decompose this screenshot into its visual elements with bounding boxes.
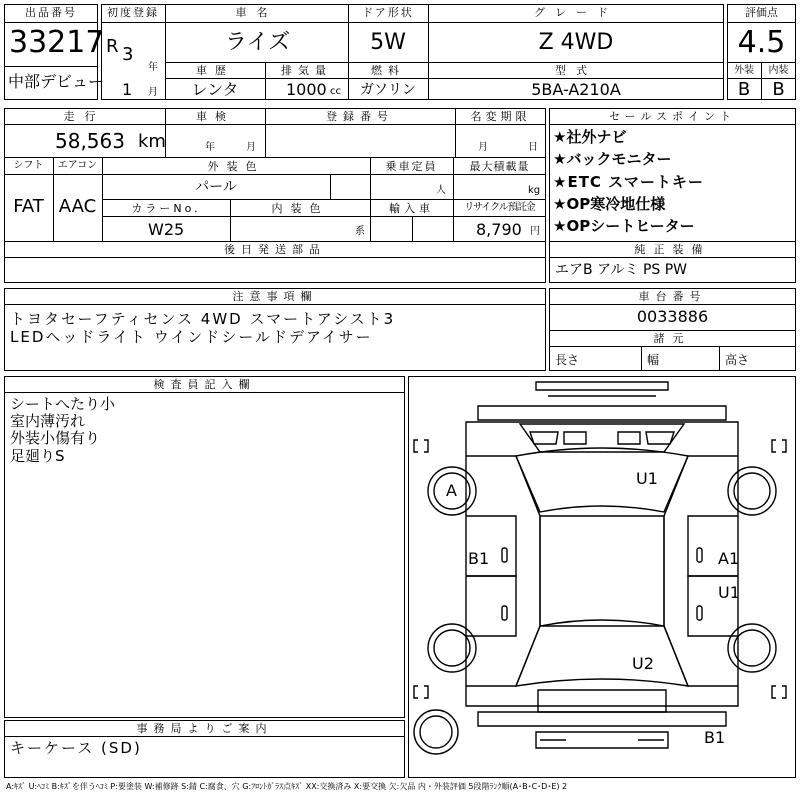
length-label: 長さ [555,353,580,367]
shift-value: FAT [13,196,44,217]
score-label: 評価点 [745,6,778,19]
mileage-unit: km [138,131,166,152]
capacity-unit: 人 [436,185,446,196]
color-label: 外装色 [207,160,265,173]
office-value: キーケース (SD) [10,739,142,757]
first-reg-label: 初度登録 [107,6,159,19]
damage-mark-front-wheel: A [446,481,457,500]
fuel-label: 燃料 [371,64,405,77]
import-label: 輸入車 [389,202,434,215]
inspector-note: 室内薄汚れ [10,412,86,430]
equipment-value: エアB アルミ PS PW [555,262,688,278]
recycle-label: リサイクル預託金 [464,202,535,213]
color-no-value: W25 [148,220,185,239]
displacement-label: 排気量 [281,64,332,77]
fuel-value: ガソリン [360,82,416,98]
exterior-label: 外装 [734,65,754,76]
legend-text: A:ｷｽﾞ U:ﾍｺﾐ B:ｷｽﾞを伴うﾍｺﾐ P:要塗装 W:補修跡 S:錆 C:腐食、穴 G:ﾌﾛﾝﾄｶﾞﾗｽ点ｷｽﾞ XX:交換済み X:要交換 欠:欠品 内・外装評価 5段階ﾗﾝｸ順(A･B･C･D･E) 2 [6,782,568,791]
history-label: 車歴 [196,64,234,77]
exterior-grade: B [737,79,751,100]
lot-label: 出品番号 [25,6,77,19]
mileage-value: 58,563 [55,129,125,153]
max-load-label: 最大積載量 [469,160,530,173]
grade-label: グレード [534,6,618,19]
month-value: 1 [122,80,133,99]
month-unit: 月 [148,87,158,98]
shift-label: シフト [13,160,44,171]
sales-point: ★OP寒冷地仕様 [553,195,666,213]
model-value: 5BA-A210A [531,80,621,99]
car-diagram [408,376,796,778]
office-label: 事務局よりご案内 [136,722,273,735]
year-value: 3 [122,44,134,65]
damage-mark-right-door-a: A1 [718,549,740,568]
notes-line: トヨタセーフティセンス 4WD スマートアシスト3 [10,310,396,328]
door-label: ドア形状 [362,6,414,19]
sales-point: ★バックモニター [553,150,672,168]
notes-label: 注意事項欄 [232,290,318,303]
era-prefix: R [106,36,119,57]
name-value: ライズ [225,30,291,55]
later-parts-label: 後日発送部品 [224,243,326,256]
int-color-unit: 系 [355,226,365,237]
ac-value: AAC [58,196,97,217]
displacement-unit: cc [330,86,341,97]
capacity-label: 乗車定員 [385,160,438,173]
name-change-month: 月 [478,142,488,153]
name-change-label: 名変期限 [470,110,531,123]
max-load-unit: kg [528,185,541,196]
displacement-value: 1000 [286,80,327,99]
mileage-label: 走行 [63,110,106,123]
inspector-note: 足廻りS [10,447,65,465]
width-label: 幅 [647,353,660,367]
inspection-label: 車検 [196,110,234,123]
name-change-day: 日 [528,142,538,153]
model-label: 型式 [555,64,597,77]
history-value: レンタ [191,80,239,99]
color-no-label: カラーNo. [131,202,201,215]
recycle-value: 8,790 [476,220,522,239]
color-value: パール [195,179,237,195]
inspector-label: 検査員記入欄 [153,378,256,391]
name-label: 車名 [235,6,278,19]
dims-label: 諸元 [653,332,692,345]
chassis-label: 車台番号 [638,290,707,303]
lot-number: 33217 [9,25,105,60]
sales-point: ★OPシートヒーター [553,217,695,235]
damage-mark-left-door: B1 [468,549,490,568]
reg-number-label: 登録番号 [326,110,394,123]
damage-mark-roof: U1 [636,469,658,488]
chassis-number: 0033886 [636,307,709,326]
sales-point: ★社外ナビ [553,128,627,146]
damage-mark-right-door-u: U1 [718,583,740,602]
interior-label: 内装 [768,65,789,76]
year-unit: 年 [148,62,158,73]
inspection-month: 月 [246,142,256,153]
equipment-label: 純正装備 [634,243,711,256]
sales-point: ★ETC スマートキー [553,173,704,191]
height-label: 高さ [725,353,750,367]
recycle-unit: 円 [530,226,540,237]
debut-text: 中部デビュー [8,72,105,91]
inspector-note: シートへたり小 [10,395,116,413]
interior-grade: B [772,79,785,100]
damage-mark-rear: U2 [632,654,654,673]
damage-mark-bottom: B1 [704,728,726,747]
grade-value: Z 4WD [538,30,614,55]
inspection-year: 年 [205,142,215,153]
notes-line: LEDヘッドライト ウインドシールドデアイサー [10,328,373,346]
door-value: 5W [370,30,406,55]
ac-label: エアコン [57,160,98,171]
score-value: 4.5 [737,25,786,60]
inspector-note: 外装小傷有り [10,429,101,447]
int-color-label: 内装色 [271,202,329,215]
sales-label: セールスポイント [608,110,736,123]
